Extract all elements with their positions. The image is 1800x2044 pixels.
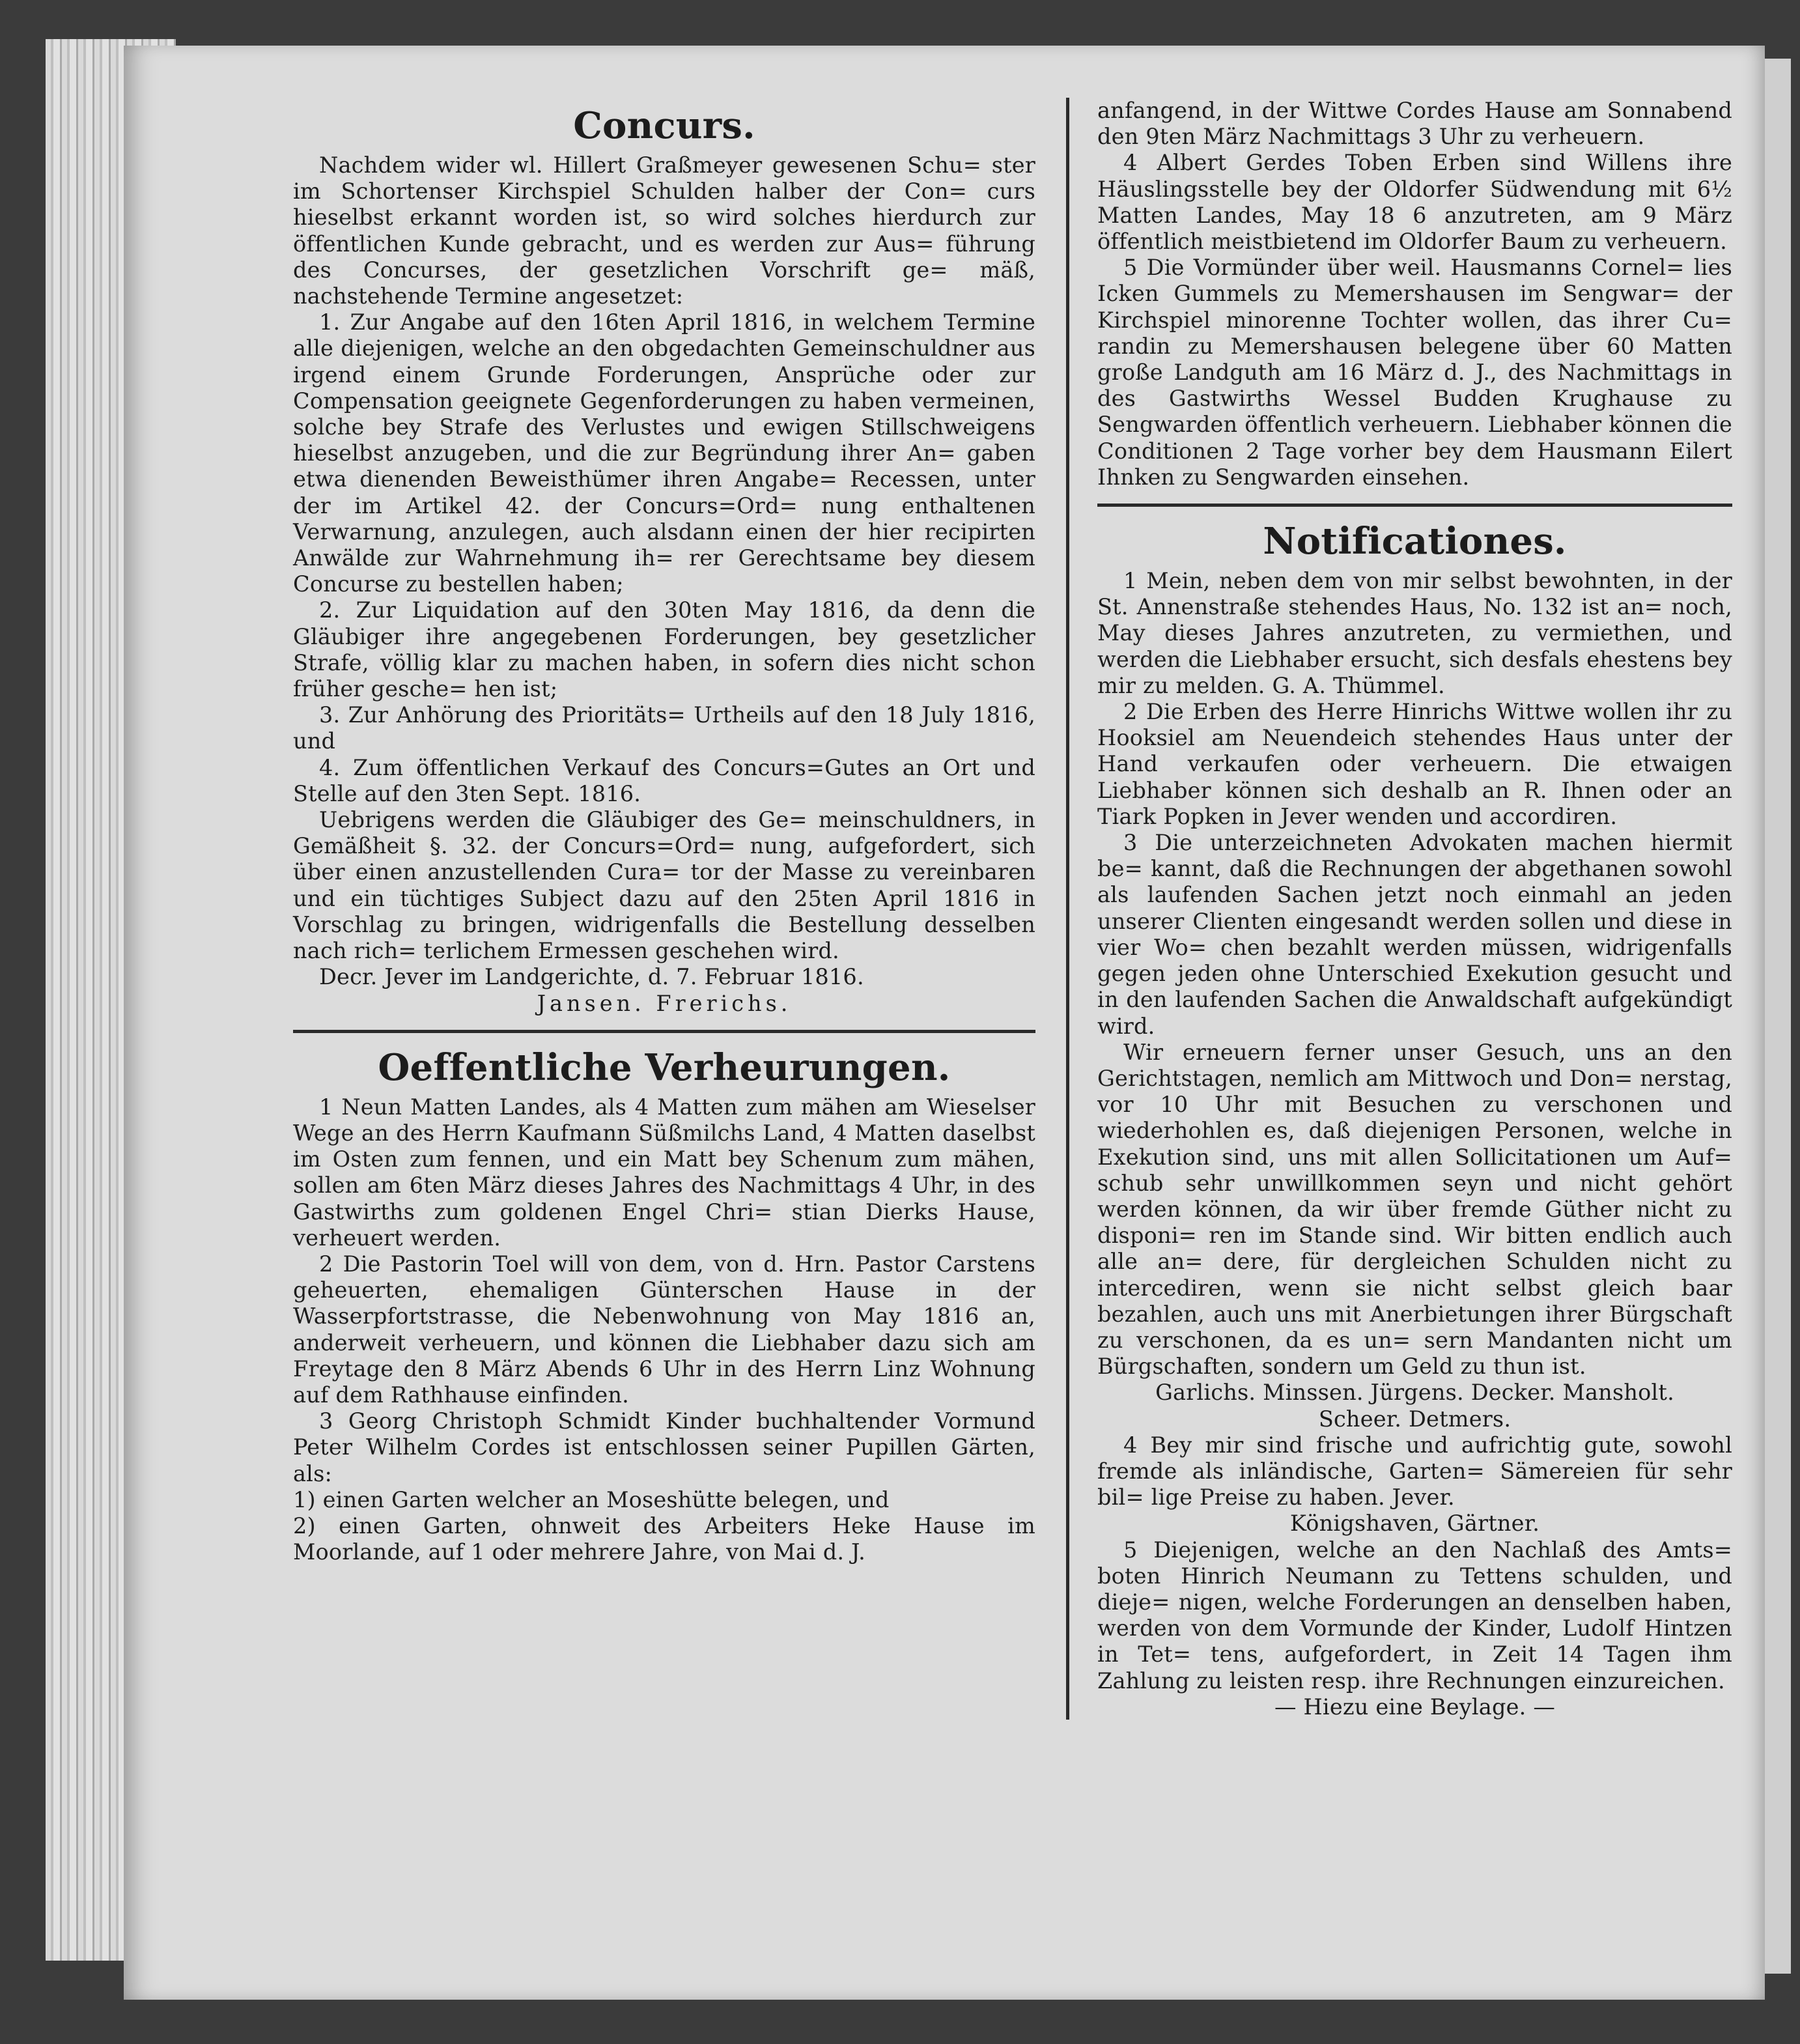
verheurung-3-item-2: 2) einen Garten, ohnweit des Arbeiters Heke Hause im Moorlande, auf 1 oder mehrere Jahre, von Mai d. J. (293, 1512, 1035, 1565)
concurs-signatories: Jansen. Frerichs. (537, 990, 792, 1016)
verheurung-3: 3 Georg Christoph Schmidt Kinder buchhaltender Vormund Peter Wilhelm Cordes ist entschlossen seiner Pupillen Gärten, als: (293, 1408, 1035, 1486)
verheurung-3-continued: anfangend, in der Wittwe Cordes Hause am Sonnabend den 9ten März Nachmittags 3 Uhr zu verheuern. (1097, 98, 1732, 150)
column-divider (1066, 98, 1069, 1720)
notification-5: 5 Diejenigen, welche an den Nachlaß des Amts= boten Hinrich Neumann zu Tettens schulden, und dieje= nigen, welche Forderungen an denselben haben, werden von dem Vormunde der Kinder, Ludolf Hintzen in Tet= tens, aufgefordert, in Zeit 14 Tagen ihm Zahlung zu leisten resp. ihre Rechnungen einzureichen. (1097, 1537, 1732, 1694)
verheurung-4: 4 Albert Gerdes Toben Erben sind Willens ihre Häuslingsstelle bey der Oldorfer Südwendung mit 6½ Matten Landes, May 18 6 anzutreten, am 9 März öffentlich meistbietend im Oldorfer Baum zu verheuern. (1097, 150, 1732, 255)
notification-3-signatures-2: Scheer. Detmers. (1318, 1406, 1512, 1432)
notification-4-signature: Königshaven, Gärtner. (1289, 1511, 1540, 1537)
verheurung-2: 2 Die Pastorin Toel will von dem, von d. Hrn. Pastor Carstens geheuerten, ehemaligen Günterschen Hause in der Wasserpfortstrasse, die Nebenwohnung von May 1816 an, anderweit verheuern, und können die Liebhaber dazu sich am Freytage den 8 März Abends 6 Uhr in des Herrn Linz Wohnung auf dem Rathhause einfinden. (293, 1251, 1035, 1408)
concurs-decree: Decr. Jever im Landgerichte, d. 7. Februar 1816. (319, 964, 864, 990)
verheurung-1: 1 Neun Matten Landes, als 4 Matten zum mähen am Wieselser Wege an des Herrn Kaufmann Süßmilchs Land, 4 Matten daselbst im Osten zum fennen, und ein Matt bey Schenum zum mähen, sollen am 6ten März dieses Jahres des Nachmittags 4 Uhr, in des Gastwirths zum goldenen Engel Chri= stian Dierks Hause, verheuert werden. (293, 1094, 1035, 1251)
notification-2: 2 Die Erben des Herre Hinrichs Wittwe wollen ihr zu Hooksiel am Neuendeich stehendes Haus unter der Hand verkaufen oder verheuern. Die etwaigen Liebhaber können sich deshalb an R. Ihnen oder an Tiark Popken in Jever wenden und accordiren. (1097, 699, 1732, 829)
verheurung-5: 5 Die Vormünder über weil. Hausmanns Cornel= lies Icken Gummels zu Memershausen im Sengwar= der Kirchspiel minorenne Tochter wollen, das ihrer Cu= randin zu Memershausen belegene über 60 Matten große Landguth am 16 März d. J., des Nachmittags in des Gastwirths Wessel Budden Krughause zu Sengwarden öffentlich verheuern. Liebhaber können die Conditionen 2 Tage vorher bey dem Hausmann Eilert Ihnken zu Sengwarden einsehen. (1097, 255, 1732, 490)
left-column (293, 98, 1035, 1565)
notification-3-continued: Wir erneuern ferner unser Gesuch, uns an den Gerichtstagen, nemlich am Mittwoch und Don= nerstag, vor 10 Uhr mit Besuchen zu verschonen und wiederhohlen es, daß diejenigen Personen, welche in Exekution sind, uns mit allen Sollicitationen um Auf= schub sehr unwillkommen seyn und nicht gehört werden können, da wir über fremde Güther nicht zu disponi= ren im Stande sind. Wir bitten endlich auch alle an= dere, für dergleichen Schulden nicht zu intercediren, wenn sie nicht selbst gleich baar bezahlen, auch uns mit Anerbietungen ihrer Bürgschaft zu verschonen, da es un= sern Mandanten nicht um Bürgschaften, sondern um Geld zu thun ist. (1097, 1039, 1732, 1380)
next-page-edge (1765, 59, 1791, 1974)
supplement-note: — Hiezu eine Beylage. — (1274, 1694, 1556, 1720)
notificationes-heading: Notificationes. (1263, 520, 1567, 563)
right-column (1097, 98, 1732, 1720)
section-divider (293, 1030, 1035, 1033)
verheurung-3-item-1: 1) einen Garten welcher an Moseshütte belegen, und (293, 1486, 890, 1512)
concurs-section (293, 104, 1035, 1017)
section-divider (1097, 504, 1732, 507)
notification-3-signatures: Garlichs. Minssen. Jürgens. Decker. Mansholt. (1155, 1380, 1674, 1406)
concurs-term-2: 2. Zur Liquidation auf den 30ten May 1816, da denn die Gläubiger ihre angegebenen Forderungen, bey gesetzlicher Strafe, völlig klar zu machen haben, in sofern dies nicht schon früher gesche= hen ist; (293, 597, 1035, 702)
notification-4: 4 Bey mir sind frische und aufrichtig gute, sowohl fremde als inländische, Garten= Sämereien für sehr bil= lige Preise zu haben. Jever. (1097, 1432, 1732, 1511)
verheurungen-section (293, 1046, 1035, 1566)
notification-1: 1 Mein, neben dem von mir selbst bewohnten, in der St. Annenstraße stehendes Haus, No. 132 ist an= noch, May dieses Jahres anzutreten, zu vermiethen, und werden die Liebhaber ersucht, sich desfals ehestens bey mir zu melden. G. A. Thümmel. (1097, 568, 1732, 698)
concurs-intro: Nachdem wider wl. Hillert Graßmeyer gewesenen Schu= ster im Schortenser Kirchspiel Schulden halber der Con= curs hieselbst erkannt worden ist, so wird solches hierdurch zur öffentlichen Kunde gebracht, und es werden zur Aus= führung des Concurses, der gesetzlichen Vorschrift ge= mäß, nachstehende Termine angesetzet: (293, 152, 1035, 309)
concurs-term-3: 3. Zur Anhörung des Prioritäts= Urtheils auf den 18 July 1816, und (293, 702, 1035, 754)
notificationes-section (1097, 520, 1732, 1694)
verheurungen-heading: Oeffentliche Verheurungen. (378, 1045, 951, 1089)
concurs-heading: Concurs. (573, 104, 755, 147)
notification-3: 3 Die unterzeichneten Advokaten machen hiermit be= kannt, daß die Rechnungen der abgethanen sowohl als laufenden Sachen jetzt noch einmahl an jeden unserer Clienten eingesandt werden sollen und diese in vier Wo= chen bezahlt werden müssen, widrigenfalls gegen jeden ohne Unterschied Exekution gesucht und in den laufenden Sachen die Anwaldschaft aufgekündigt wird. (1097, 830, 1732, 1039)
concurs-term-1: 1. Zur Angabe auf den 16ten April 1816, in welchem Termine alle diejenigen, welche an den obgedachten Gemeinschuldner aus irgend einem Grunde Forderungen, Ansprüche oder zur Compensation geeignete Gegenforderungen zu haben vermeinen, solche bey Strafe des Verlustes und ewigen Stillschweigens hieselbst anzugeben, und die zur Begründung ihrer An= gaben etwa dienenden Beweisthümer ihren Angabe= Recessen, unter der im Artikel 42. der Concurs=Ord= nung enthaltenen Verwarnung, anzulegen, auch alsdann einen der hier recipirten Anwälde zur Wahrnehmung ih= rer Gerechtsame bey diesem Concurse zu bestellen haben; (293, 309, 1035, 597)
concurs-closing: Uebrigens werden die Gläubiger des Ge= meinschuldners, in Gemäßheit §. 32. der Concurs=Ord= nung, aufgefordert, sich über einen anzustellenden Cura= tor der Masse zu vereinbaren und ein tüchtiges Subject dazu auf den 25ten April 1816 in Vorschlag zu bringen, widrigenfalls die Bestellung desselben nach rich= terlichem Ermessen geschehen wird. (293, 807, 1035, 964)
concurs-term-4: 4. Zum öffentlichen Verkauf des Concurs=Gutes an Ort und Stelle auf den 3ten Sept. 1816. (293, 754, 1035, 806)
